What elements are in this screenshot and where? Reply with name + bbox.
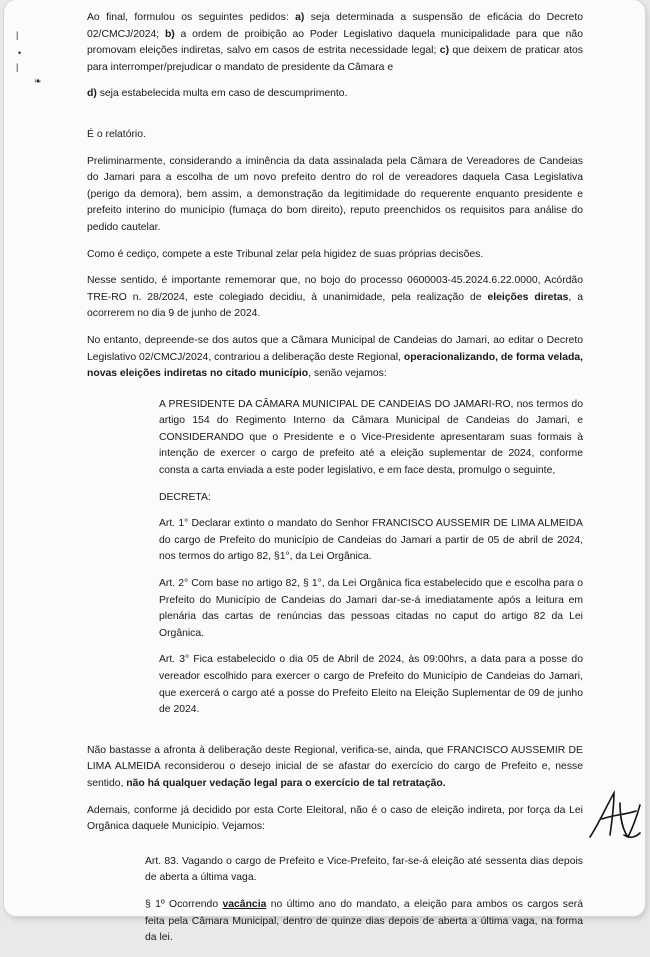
law-paragraph-1: § 1º Ocorrendo vacância no último ano do mandato, a eleição para ambos os cargos será feita pela Câmara Municipal, dentro de quinze dias depois de aberta a última vaga, na forma da lei. [145, 898, 584, 944]
organic-law-quote [145, 854, 583, 947]
paragraph-competence: Como é cediço, compete a este Tribunal zelar pela higidez de suas próprias decisões. [87, 248, 484, 260]
decree-article-1: Art. 1° Declarar extinto o mandato do Senhor FRANCISCO AUSSEMIR DE LIMA ALMEIDA do cargo de Prefeito do município de Candeias do Jamari a partir de 05 de abril de 2024, nos termos do artigo 82, §1°, da Lei Orgânica. [159, 518, 583, 563]
law-article-83: Art. 83. Vagando o cargo de Prefeito e Vice-Prefeito, far-se-á eleição até sessenta dias depois de aberta a última vaga. [145, 855, 583, 884]
margin-mark: | [16, 30, 19, 40]
margin-mark: ❧ [34, 76, 42, 86]
decree-quote [159, 397, 583, 719]
handwritten-signature [584, 785, 644, 845]
margin-mark: | [16, 62, 19, 72]
document-body [87, 10, 583, 957]
paragraph-retraction: Não bastasse a afronta à deliberação deste Regional, verifica-se, ainda, que FRANCISCO AUSSEMIR DE LIMA ALMEIDA reconsiderou o desejo inicial de se afastar do exercício do cargo de Prefeito e, nesse sentido, não há qualquer vedação legal para o exercício de tal retratação. [87, 744, 583, 789]
margin-mark: • [18, 48, 22, 58]
decree-preamble: A PRESIDENTE DA CÂMARA MUNICIPAL DE CANDEIAS DO JAMARI-RO, nos termos do artigo 154 do Regimento Interno da Câmara Municipal de Candeias do Jamari, e CONSIDERANDO que o Presidente e o Vice-Presidente apresentaram suas formais à intenção de exercer o cargo de prefeito até a eleição suplementar de 2024, conforme consta a carta enviada a este poder legislativo, e em face desta, promulgo o seguinte, [159, 398, 583, 477]
decree-heading: DECRETA: [159, 491, 211, 503]
paragraph-request-d: d) seja estabelecida multa em caso de descumprimento. [87, 88, 348, 100]
paragraph-report: É o relatório. [87, 128, 146, 140]
decree-article-3: Art. 3° Fica estabelecido o dia 05 de Abril de 2024, às 09:00hrs, a data para a posse do vereador escolhido para exercer o cargo de Prefeito do Município de Candeias do Jamari, que exercerá o cargo até a posse do Prefeito Eleito na Eleição Suplementar de 09 de junho de 2024. [159, 654, 583, 716]
document-page [4, 0, 645, 944]
paragraph-requests: Ao final, formulou os seguintes pedidos: a) seja determinada a suspensão de eficácia do Decreto 02/CMCJ/2024; b) a ordem de proibição ao Poder Legislativo daquela municipalidade para que não promovam eleições indiretas, salvo em casos de estrita necessidade legal; c) que deixem de praticar atos para interromper/prejudicar o mandato de presidente da Câmara e [87, 12, 583, 73]
paragraph-organic-law: Ademais, conforme já decidido por esta Corte Eleitoral, não é o caso de eleição indireta, por força da Lei Orgânica daquele Município. Vejamos: [87, 804, 583, 833]
paragraph-contradiction: No entanto, depreende-se dos autos que a Câmara Municipal de Candeias do Jamari, ao editar o Decreto Legislativo 02/CMCJ/2024, contrariou a deliberação deste Regional, operacionalizando, de forma velada, novas eleições indiretas no citado município, senão vejamos: [87, 334, 583, 380]
paragraph-preliminary: Preliminarmente, considerando a iminência da data assinalada pela Câmara de Vereadores de Candeias do Jamari para a escolha de um novo prefeito dentro do rol de vereadores daquela Casa Legislativa (perigo da demora), bem assim, a demonstração da legitimidade do requerente enquanto presidente e prefeito interino do município (fumaça do bom direito), reputo preenchidos os requisitos para análise do pedido cautelar. [87, 155, 583, 233]
decree-article-2: Art. 2° Com base no artigo 82, § 1°, da Lei Orgânica fica estabelecido que e escolha para o Prefeito do Município de Candeias do Jamari dar-se-á imediatamente após a leitura em plenária das cartas de renúncias das pessoas citadas no caput do artigo 82 da Lei Orgânica. [159, 578, 583, 639]
paragraph-precedent: Nesse sentido, é importante rememorar que, no bojo do processo 0600003-45.2024.6.22.0000, Acórdão TRE-RO n. 28/2024, este colegiado decidiu, à unanimidade, pela realização de eleições diretas, a ocorrerem no dia 9 de junho de 2024. [87, 275, 583, 320]
